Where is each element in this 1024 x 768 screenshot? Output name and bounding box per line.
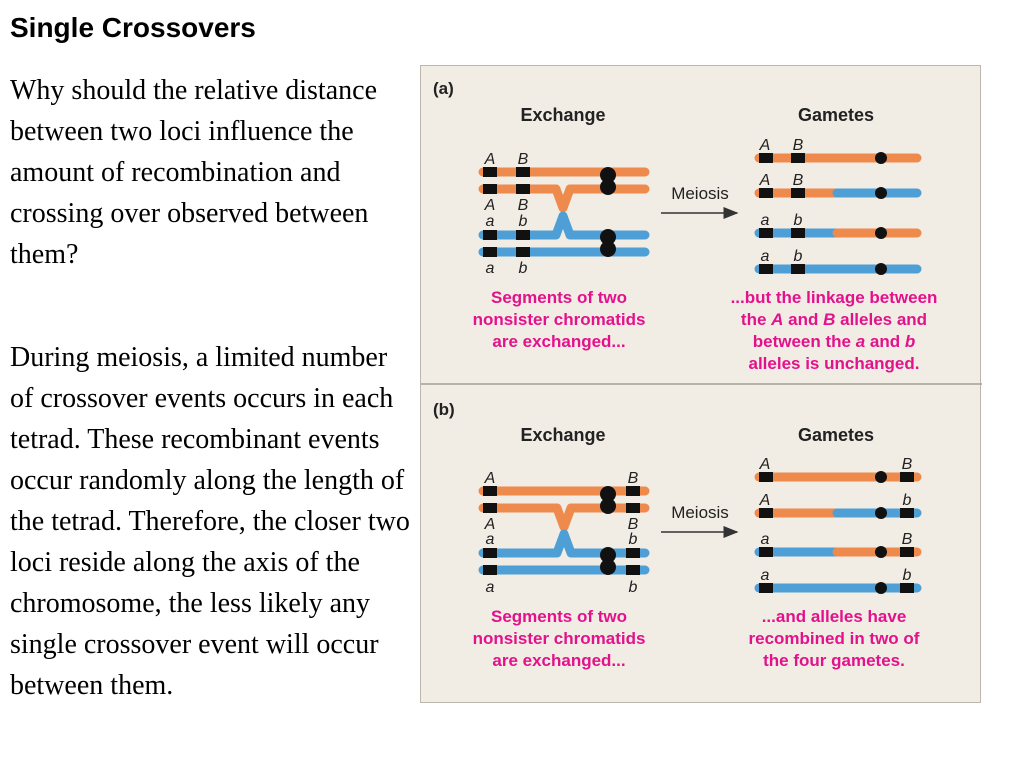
centromere (875, 152, 887, 164)
locus-band (791, 264, 805, 274)
allele-label: B (517, 197, 529, 214)
allele-label: A (484, 197, 496, 214)
panel-a-caption-right-line: alleles is unchanged. (748, 354, 920, 373)
locus-band (791, 153, 805, 163)
locus-band (900, 472, 914, 482)
gamete-allele-label: B (792, 172, 804, 189)
panel-a-gametes (759, 152, 917, 275)
gamete-allele-label: A (759, 492, 771, 509)
chromatid-blue-crossed (483, 534, 645, 553)
centromere (600, 559, 616, 575)
allele-label: b (518, 213, 528, 230)
allele-label: B (627, 470, 639, 487)
panel-b-caption-left-line: Segments of two (490, 607, 628, 626)
panel-b-caption-right-line: ...and alleles have (761, 607, 907, 626)
panel-a-caption-right-line: ...but the linkage between (730, 288, 938, 307)
panel-a-exchange-chromatids (483, 167, 645, 257)
locus-band (759, 264, 773, 274)
centromere (875, 582, 887, 594)
gamete-allele-label: b (902, 567, 912, 584)
chromatid-orange-crossed (483, 508, 645, 527)
locus-band (516, 167, 530, 177)
locus-band (626, 548, 640, 558)
locus-band (759, 508, 773, 518)
allele-label: B (517, 151, 529, 168)
centromere (875, 471, 887, 483)
panel-a-caption-right-line: between the a and b (752, 332, 916, 351)
panel-a-caption-left-line: Segments of two (490, 288, 628, 307)
allele-label: B (627, 516, 639, 533)
locus-band (759, 472, 773, 482)
gamete-allele-label: a (760, 567, 770, 584)
allele-label: A (484, 151, 496, 168)
crossover-figure (420, 65, 981, 703)
allele-label: b (628, 579, 638, 596)
locus-band (483, 167, 497, 177)
gamete-allele-label: B (792, 137, 804, 154)
locus-band (759, 228, 773, 238)
locus-band (483, 486, 497, 496)
panel-a (433, 79, 937, 373)
chromatid-orange-crossed (483, 189, 645, 208)
locus-band (516, 230, 530, 240)
locus-band (759, 547, 773, 557)
gamete-allele-label: B (901, 531, 913, 548)
centromere (600, 241, 616, 257)
panel-a-tag: (a) (433, 79, 454, 98)
panel-b-meiosis-label: Meiosis (671, 503, 729, 522)
centromere (600, 179, 616, 195)
panel-b-gametes (759, 471, 917, 594)
allele-label: A (484, 470, 496, 487)
gamete-allele-label: A (759, 172, 771, 189)
panel-b-caption-right-line: recombined in two of (748, 629, 920, 648)
locus-band (483, 247, 497, 257)
locus-band (483, 230, 497, 240)
locus-band (791, 188, 805, 198)
locus-band (791, 228, 805, 238)
allele-label: b (518, 260, 528, 277)
locus-band (900, 547, 914, 557)
gamete-allele-label: B (901, 456, 913, 473)
locus-band (759, 583, 773, 593)
gamete-allele-label: A (759, 456, 771, 473)
locus-band (759, 153, 773, 163)
allele-label: a (485, 213, 495, 230)
crossover-diagram (421, 66, 982, 704)
panel-a-meiosis-label: Meiosis (671, 184, 729, 203)
centromere (875, 227, 887, 239)
locus-band (483, 565, 497, 575)
gamete-allele-label: a (760, 212, 770, 229)
panel-b-exchange-heading: Exchange (520, 425, 606, 445)
panel-a-caption-left-line: are exchanged... (492, 332, 626, 351)
chromatid-blue-crossed (483, 216, 645, 235)
panel-b-gametes-heading: Gametes (797, 425, 875, 445)
centromere (600, 498, 616, 514)
question-paragraph: Why should the relative distance between two loci influence the amount of recombination and crossing over observed between them? (10, 75, 377, 270)
centromere (875, 263, 887, 275)
locus-band (626, 565, 640, 575)
locus-band (900, 508, 914, 518)
panel-a-exchange-heading: Exchange (520, 105, 606, 125)
allele-label: a (485, 579, 495, 596)
gamete-allele-label: b (902, 492, 912, 509)
centromere (875, 187, 887, 199)
panel-a-gametes-heading: Gametes (797, 105, 875, 125)
panel-b (433, 400, 920, 670)
panel-b-caption-right-line: the four gametes. (763, 651, 905, 670)
gamete-allele-label: a (760, 531, 770, 548)
panel-a-caption-right-line: the A and B alleles and (740, 310, 928, 329)
locus-band (626, 486, 640, 496)
locus-band (516, 247, 530, 257)
panel-a-caption-left-line: nonsister chromatids (472, 310, 646, 329)
locus-band (516, 184, 530, 194)
gamete-allele-label: b (793, 248, 803, 265)
panel-b-exchange-chromatids (483, 486, 645, 575)
allele-label: A (484, 516, 496, 533)
explanation-paragraph: During meiosis, a limited number of crossover events occurs in each tetrad. These recombinant events occur randomly along the length of the tetrad. Therefore, the closer two loci reside along the axis of the chromosome, the less likely any single crossover event will occur between them. (10, 342, 410, 701)
allele-label: a (485, 260, 495, 277)
centromere (875, 546, 887, 558)
gamete-allele-label: b (793, 212, 803, 229)
allele-label: b (628, 531, 638, 548)
gamete-allele-label: A (759, 137, 771, 154)
locus-band (759, 188, 773, 198)
locus-band (483, 503, 497, 513)
allele-label: a (485, 531, 495, 548)
panel-b-caption-left-line: nonsister chromatids (472, 629, 646, 648)
gamete-allele-label: a (760, 248, 770, 265)
panel-b-tag: (b) (433, 400, 455, 419)
locus-band (900, 583, 914, 593)
locus-band (483, 548, 497, 558)
centromere (875, 507, 887, 519)
slide-title: Single Crossovers (10, 12, 256, 43)
locus-band (483, 184, 497, 194)
locus-band (626, 503, 640, 513)
panel-b-caption-left-line: are exchanged... (492, 651, 626, 670)
